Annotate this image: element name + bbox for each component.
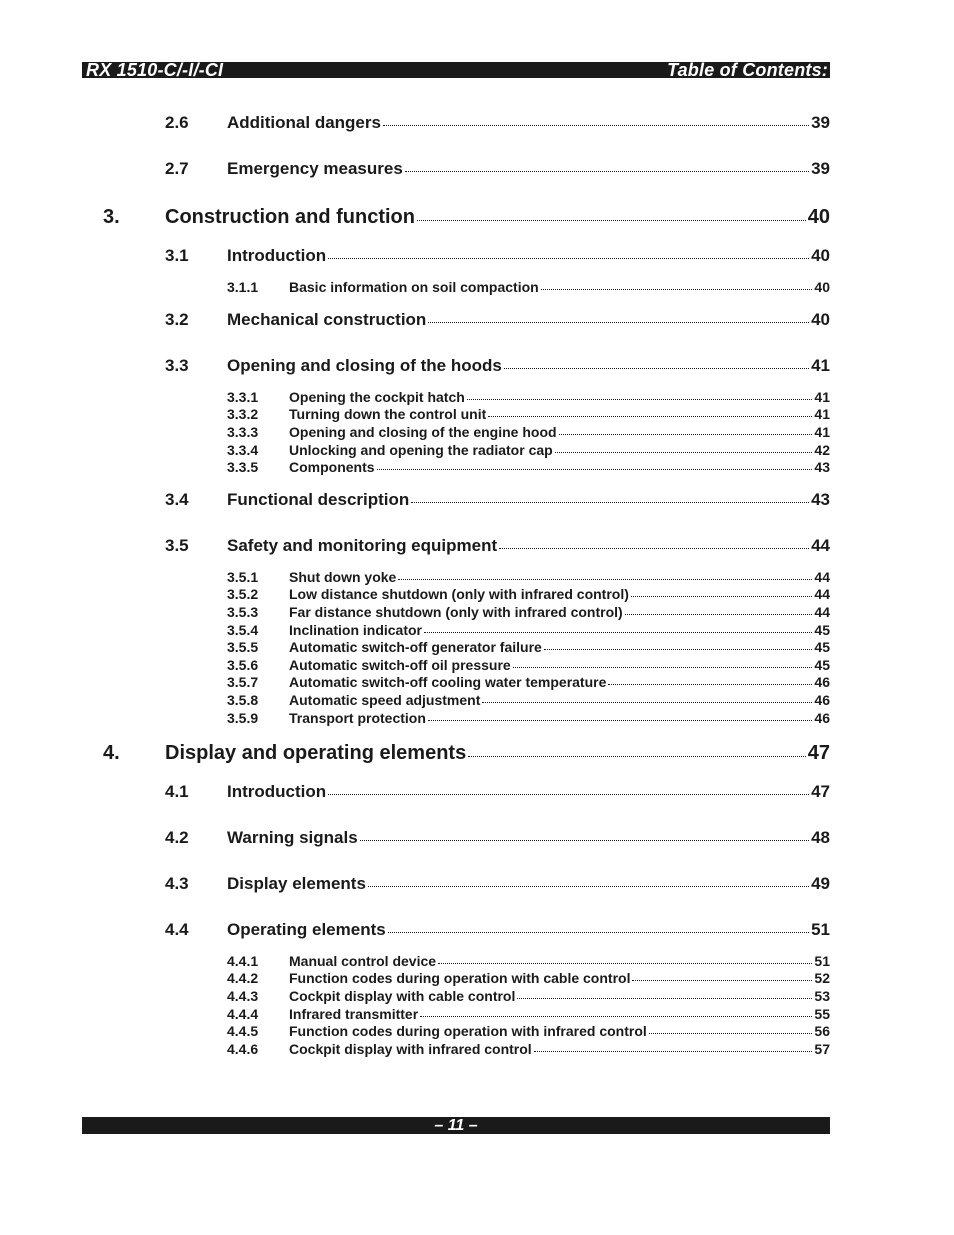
toc-entry-page: 57 [814, 1041, 830, 1057]
toc-entry-number: 3.1 [165, 246, 189, 265]
toc-entry-number: 3.5.1 [227, 569, 259, 585]
toc-entry[interactable] [227, 279, 830, 295]
toc-entry[interactable] [103, 742, 830, 765]
toc-entry-title: Low distance shutdown (only with infrared control) [289, 586, 629, 602]
toc-entry-number: 3.5.2 [227, 586, 259, 602]
toc-entry-title: Construction and function [165, 206, 415, 228]
toc-entry-title: Introduction [227, 246, 327, 265]
toc-entry-title: Automatic switch-off oil pressure [289, 657, 511, 673]
toc-dot-leader [513, 667, 813, 668]
toc-entry-number: 3.3.4 [227, 442, 259, 458]
toc-entry-number: 4.4 [165, 920, 189, 939]
toc-dot-leader [504, 368, 809, 369]
toc-entry-title: Opening and closing of the engine hood [289, 424, 557, 440]
toc-dot-leader [499, 548, 809, 549]
toc-entry[interactable] [227, 1023, 830, 1039]
toc-entry[interactable] [165, 536, 830, 556]
toc-entry-title: Components [289, 459, 375, 475]
toc-entry[interactable] [227, 586, 830, 602]
toc-entry-title: Function codes during operation with cable control [289, 970, 631, 986]
toc-entry-number: 4.4.6 [227, 1041, 259, 1057]
toc-dot-leader [398, 579, 812, 580]
toc-dot-leader [383, 125, 809, 126]
toc-entry-title: Warning signals [227, 828, 358, 847]
toc-entry[interactable] [227, 459, 830, 475]
toc-entry-number: 3.1.1 [227, 279, 259, 295]
toc-dot-leader [482, 702, 812, 703]
toc-entry-page: 46 [814, 710, 830, 726]
toc-entry-title: Inclination indicator [289, 622, 423, 638]
toc-dot-leader [405, 171, 809, 172]
toc-dot-leader [488, 416, 812, 417]
page-number: – 11 – [434, 1117, 478, 1134]
toc-entry[interactable] [165, 920, 830, 940]
toc-entry-number: 4.4.1 [227, 953, 259, 969]
toc-entry-page: 40 [811, 310, 830, 329]
toc-dot-leader [534, 1051, 813, 1052]
toc-entry-number: 3.5.8 [227, 692, 259, 708]
toc-dot-leader [555, 452, 813, 453]
toc-entry-number: 3.3.5 [227, 459, 259, 475]
toc-entry-title: Cockpit display with infrared control [289, 1041, 532, 1057]
toc-dot-leader [649, 1033, 813, 1034]
toc-dot-leader [417, 220, 806, 221]
toc-dot-leader [360, 840, 809, 841]
toc-entry-number: 3.5 [165, 536, 189, 555]
toc-dot-leader [428, 720, 813, 721]
toc-entry-title: Emergency measures [227, 159, 403, 178]
toc-entry-page: 42 [814, 442, 830, 458]
toc-entry-title: Automatic switch-off cooling water temperature [289, 674, 607, 690]
toc-entry[interactable] [165, 310, 830, 330]
toc-entry-title: Transport protection [289, 710, 426, 726]
toc-entry[interactable] [227, 424, 830, 440]
toc-entry-title: Mechanical construction [227, 310, 427, 329]
toc-entry-title: Far distance shutdown (only with infrared control) [289, 604, 623, 620]
toc-entry-number: 3.5.7 [227, 674, 259, 690]
toc-entry[interactable] [227, 953, 830, 969]
toc-dot-leader [467, 399, 813, 400]
toc-entry-number: 3.3.2 [227, 406, 259, 422]
toc-entry-number: 4.4.5 [227, 1023, 259, 1039]
toc-entry-number: 3. [103, 206, 120, 228]
toc-entry-title: Cockpit display with cable control [289, 988, 516, 1004]
toc-entry-page: 47 [811, 782, 830, 801]
toc-entry-page: 39 [811, 113, 830, 132]
toc-entry[interactable] [165, 356, 830, 376]
toc-entry-page: 43 [814, 459, 830, 475]
toc-entry[interactable] [227, 988, 830, 1004]
header-model-title: RX 1510-C/-I/-CI [86, 60, 224, 80]
toc-entry-page: 52 [814, 970, 830, 986]
toc-dot-leader [368, 886, 809, 887]
toc-entry-title: Manual control device [289, 953, 437, 969]
toc-entry-number: 3.5.4 [227, 622, 259, 638]
toc-entry-title: Functional description [227, 490, 410, 509]
toc-entry-title: Infrared transmitter [289, 1006, 419, 1022]
toc-entry-page: 41 [814, 389, 830, 405]
toc-entry-page: 45 [814, 657, 830, 673]
toc-entry-number: 3.3.1 [227, 389, 259, 405]
toc-dot-leader [541, 289, 813, 290]
toc-entry[interactable] [165, 828, 830, 848]
toc-entry-number: 4.2 [165, 828, 189, 847]
toc-entry-number: 4.4.2 [227, 970, 259, 986]
toc-entry-title: Opening the cockpit hatch [289, 389, 465, 405]
toc-dot-leader [438, 963, 812, 964]
toc-dot-leader [632, 980, 812, 981]
toc-entry-number: 3.5.5 [227, 639, 259, 655]
toc-entry[interactable] [227, 569, 830, 585]
toc-dot-leader [517, 998, 812, 999]
toc-entry-number: 4.4.3 [227, 988, 259, 1004]
toc-entry-number: 2.6 [165, 113, 189, 132]
toc-entry-page: 46 [814, 674, 830, 690]
toc-entry-page: 40 [814, 279, 830, 295]
toc-entry-title: Function codes during operation with infrared control [289, 1023, 647, 1039]
toc-entry-page: 47 [807, 742, 830, 764]
toc-entry[interactable] [165, 246, 830, 266]
toc-entry-page: 48 [811, 828, 830, 847]
toc-dot-leader [411, 502, 809, 503]
toc-entry-number: 3.4 [165, 490, 189, 509]
toc-entry-page: 49 [811, 874, 830, 893]
toc-entry[interactable] [227, 442, 830, 458]
toc-entry-title: Shut down yoke [289, 569, 397, 585]
toc-entry[interactable] [227, 970, 830, 986]
toc-entry-page: 56 [814, 1023, 830, 1039]
toc-dot-leader [377, 469, 813, 470]
toc-entry-title: Operating elements [227, 920, 386, 939]
toc-entry[interactable] [227, 406, 830, 422]
toc-entry-number: 4. [103, 742, 120, 764]
toc-entry-page: 44 [814, 569, 830, 585]
toc-entry-page: 43 [811, 490, 830, 509]
toc-entry-page: 40 [811, 246, 830, 265]
toc-dot-leader [388, 932, 809, 933]
toc-entry-page: 45 [814, 639, 830, 655]
toc-entry-title: Safety and monitoring equipment [227, 536, 498, 555]
header-section-title: Table of Contents: [667, 60, 828, 80]
toc-entry-title: Display elements [227, 874, 366, 893]
toc-entry-title: Automatic speed adjustment [289, 692, 481, 708]
toc-entry-number: 3.2 [165, 310, 189, 329]
toc-dot-leader [559, 434, 813, 435]
toc-entry-number: 4.4.4 [227, 1006, 259, 1022]
toc-dot-leader [631, 596, 813, 597]
toc-entry[interactable] [165, 874, 830, 894]
toc-entry-number: 3.5.9 [227, 710, 259, 726]
toc-entry[interactable] [227, 1006, 830, 1022]
toc-entry-page: 44 [814, 604, 830, 620]
toc-entry-page: 53 [814, 988, 830, 1004]
toc-entry-page: 51 [814, 953, 830, 969]
toc-entry-page: 41 [814, 424, 830, 440]
toc-dot-leader [544, 649, 813, 650]
toc-entry[interactable] [165, 113, 830, 133]
toc-entry-number: 4.3 [165, 874, 189, 893]
toc-entry-number: 4.1 [165, 782, 189, 801]
toc-entry[interactable] [227, 657, 830, 673]
toc-entry-title: Turning down the control unit [289, 406, 487, 422]
toc-entry[interactable] [227, 692, 830, 708]
toc-entry-page: 44 [811, 536, 830, 555]
toc-dot-leader [424, 632, 812, 633]
toc-entry-title: Automatic switch-off generator failure [289, 639, 542, 655]
toc-entry-number: 2.7 [165, 159, 189, 178]
toc-entry[interactable] [165, 490, 830, 510]
toc-dot-leader [468, 756, 806, 757]
toc-entry-page: 41 [814, 406, 830, 422]
toc-entry-title: Additional dangers [227, 113, 381, 132]
toc-dot-leader [608, 684, 812, 685]
toc-entry-page: 44 [814, 586, 830, 602]
toc-entry[interactable] [227, 710, 830, 726]
toc-entry-page: 46 [814, 692, 830, 708]
toc-entry-number: 3.5.6 [227, 657, 259, 673]
toc-entry[interactable] [227, 622, 830, 638]
toc-entry-number: 3.3.3 [227, 424, 259, 440]
toc-dot-leader [420, 1016, 812, 1017]
toc-dot-leader [428, 322, 809, 323]
toc-entry[interactable] [165, 159, 830, 179]
toc-entry-page: 51 [811, 920, 830, 939]
toc-entry[interactable] [227, 1041, 830, 1057]
toc-entry-title: Introduction [227, 782, 327, 801]
toc-entry[interactable] [227, 674, 830, 690]
toc-entry-page: 39 [811, 159, 830, 178]
toc-entry[interactable] [227, 604, 830, 620]
toc-entry[interactable] [227, 639, 830, 655]
toc-entry[interactable] [103, 206, 830, 229]
toc-dot-leader [328, 258, 809, 259]
toc-entry-page: 40 [807, 206, 830, 228]
toc-entry-page: 41 [811, 356, 830, 375]
toc-entry-title: Display and operating elements [165, 742, 467, 764]
toc-entry-title: Unlocking and opening the radiator cap [289, 442, 553, 458]
toc-entry-title: Opening and closing of the hoods [227, 356, 502, 375]
toc-dot-leader [328, 794, 809, 795]
toc-entry-number: 3.3 [165, 356, 189, 375]
toc-entry-title: Basic information on soil compaction [289, 279, 539, 295]
toc-entry-page: 45 [814, 622, 830, 638]
toc-entry-page: 55 [814, 1006, 830, 1022]
toc-entry[interactable] [165, 782, 830, 802]
toc-entry-number: 3.5.3 [227, 604, 259, 620]
toc-dot-leader [625, 614, 813, 615]
toc-entry[interactable] [227, 389, 830, 405]
